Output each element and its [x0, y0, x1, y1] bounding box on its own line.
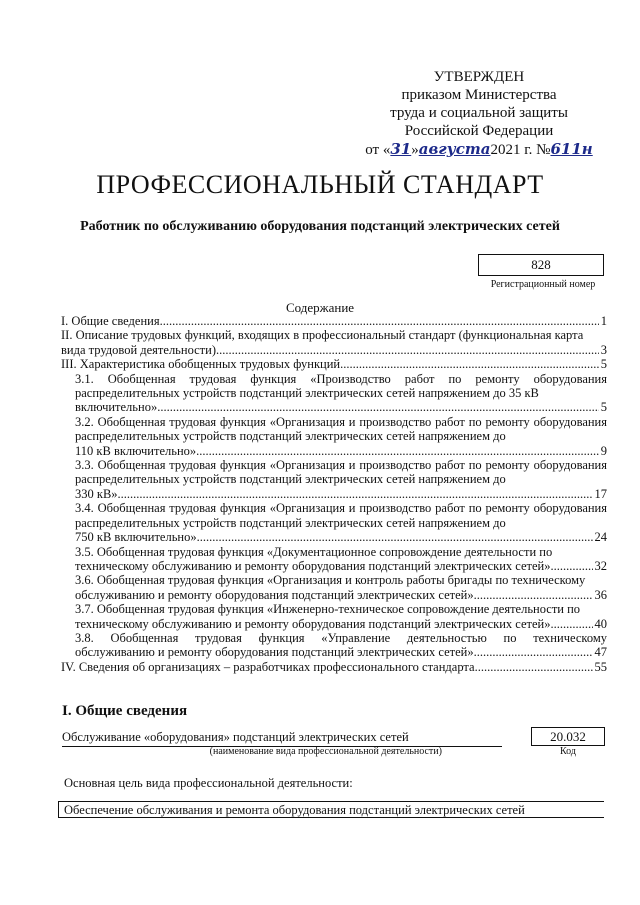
date-mid: » — [411, 142, 419, 158]
table-of-contents — [61, 314, 607, 674]
toc-page: 9 — [600, 443, 607, 458]
toc-item-text: вида трудовой деятельности) — [61, 342, 216, 357]
toc-item-text: техническому обслуживанию и ремонту оборудования подстанций электрических сетей» — [75, 558, 551, 573]
toc-heading: Содержание — [285, 300, 355, 315]
toc-page: 17 — [594, 486, 607, 501]
toc-subitem[interactable] — [61, 415, 607, 458]
toc-subitem[interactable] — [61, 458, 607, 501]
toc-page: 36 — [594, 587, 607, 602]
toc-item-text: 3.3. Обобщенная трудовая функция «Организация и производство работ по ремонту оборудования распределительных устройств подстанций электрических сетей напряжением до — [75, 458, 607, 487]
toc-item-text: IV. Сведения об организациях – разработчиках профессионального стандарта — [61, 659, 475, 674]
toc-subitem[interactable] — [61, 545, 607, 574]
toc-item-text: II. Описание трудовых функций, входящих в профессиональный стандарт (функциональная карта — [61, 328, 584, 343]
toc-item-text: 110 кВ включительно» — [75, 443, 197, 458]
toc-item-text: 330 кВ» — [75, 486, 118, 501]
toc-item-text: 3.8. Обобщенная трудовая функция «Управление деятельностью по техническому — [75, 630, 607, 645]
date-year: 2021 г. № — [490, 142, 551, 158]
handwritten-day: 31 — [390, 140, 412, 158]
toc-page: 5 — [600, 357, 607, 372]
activity-code-caption: Код — [560, 746, 576, 757]
toc-item-text: обслуживанию и ремонту оборудования подстанций электрических сетей» — [75, 645, 474, 660]
toc-item-text: 3.1. Обобщенная трудовая функция «Производство работ по ремонту оборудования распределительных устройств подстанций электрических сетей напряжением до 35 кВ — [75, 371, 607, 401]
approval-title: УТВЕРЖДЕН — [433, 69, 525, 85]
activity-code-box: 20.032 — [531, 727, 605, 746]
toc-item-text: 3.2. Обобщенная трудовая функция «Организация и производство работ по ремонту оборудования распределительных устройств подстанций электрических сетей напряжением до — [75, 414, 607, 444]
toc-subitem[interactable] — [61, 602, 607, 631]
toc-item-text: обслуживанию и ремонту оборудования подстанций электрических сетей» — [75, 587, 474, 602]
toc-page: 24 — [594, 530, 607, 545]
toc-item[interactable] — [61, 660, 607, 674]
approval-block — [364, 68, 594, 159]
handwritten-order-number: 611н — [550, 140, 593, 158]
toc-item-text: 3.4. Обобщенная трудовая функция «Организация и производство работ по ремонту оборудования распределительных устройств подстанций электрических сетей напряжением до — [75, 501, 607, 530]
approval-line: Российской Федерации — [404, 123, 554, 139]
toc-subitem[interactable] — [61, 372, 607, 415]
toc-item-text: 3.7. Обобщенная трудовая функция «Инженерно-техническое сопровождение деятельности по — [75, 602, 581, 617]
document-subtitle: Работник по обслуживанию оборудования подстанций электрических сетей — [80, 219, 560, 234]
section-heading: I. Общие сведения — [62, 703, 188, 719]
toc-item-text: 750 кВ включительно» — [75, 530, 197, 545]
toc-page: 55 — [594, 659, 607, 674]
toc-item[interactable] — [61, 328, 607, 357]
toc-page: 47 — [594, 645, 607, 660]
toc-item[interactable] — [61, 314, 607, 328]
toc-item-text: техническому обслуживанию и ремонту оборудования подстанций электрических сетей» — [75, 616, 551, 631]
approval-line: труда и социальной защиты — [390, 105, 568, 121]
date-prefix: от « — [365, 142, 391, 158]
toc-page: 40 — [594, 616, 607, 631]
toc-item-text: 3.5. Обобщенная трудовая функция «Документационное сопровождение деятельности по — [75, 544, 553, 559]
document-title: ПРОФЕССИОНАЛЬНЫЙ СТАНДАРТ — [96, 170, 544, 199]
toc-subitem[interactable] — [61, 501, 607, 544]
toc-page: 32 — [594, 558, 607, 573]
registration-number-label: Регистрационный номер — [490, 279, 596, 290]
toc-subitem[interactable] — [61, 631, 607, 660]
toc-item-text: включительно» — [75, 400, 158, 415]
activity-name-field: Обслуживание «оборудования» подстанций электрических сетей — [62, 730, 502, 747]
goal-label: Основная цель вида профессиональной деятельности: — [64, 776, 353, 790]
toc-subitem[interactable] — [61, 573, 607, 602]
toc-page: 3 — [600, 342, 607, 357]
toc-page: 1 — [600, 314, 607, 328]
handwritten-month: августа — [418, 140, 491, 158]
registration-number-box: 828 — [478, 254, 604, 276]
toc-item-text: 3.6. Обобщенная трудовая функция «Организация и контроль работы бригады по техническому — [75, 573, 586, 588]
toc-item[interactable] — [61, 357, 607, 371]
goal-field: Обеспечение обслуживания и ремонта оборудования подстанций электрических сетей — [58, 801, 604, 818]
activity-name-caption: (наименование вида профессиональной деятельности) — [209, 746, 442, 757]
approval-line: приказом Министерства — [401, 87, 557, 103]
approval-date — [364, 140, 594, 159]
toc-page: 5 — [600, 400, 607, 415]
toc-item-text: III. Характеристика обобщенных трудовых функций — [61, 357, 341, 372]
toc-item-text: I. Общие сведения — [61, 314, 160, 328]
